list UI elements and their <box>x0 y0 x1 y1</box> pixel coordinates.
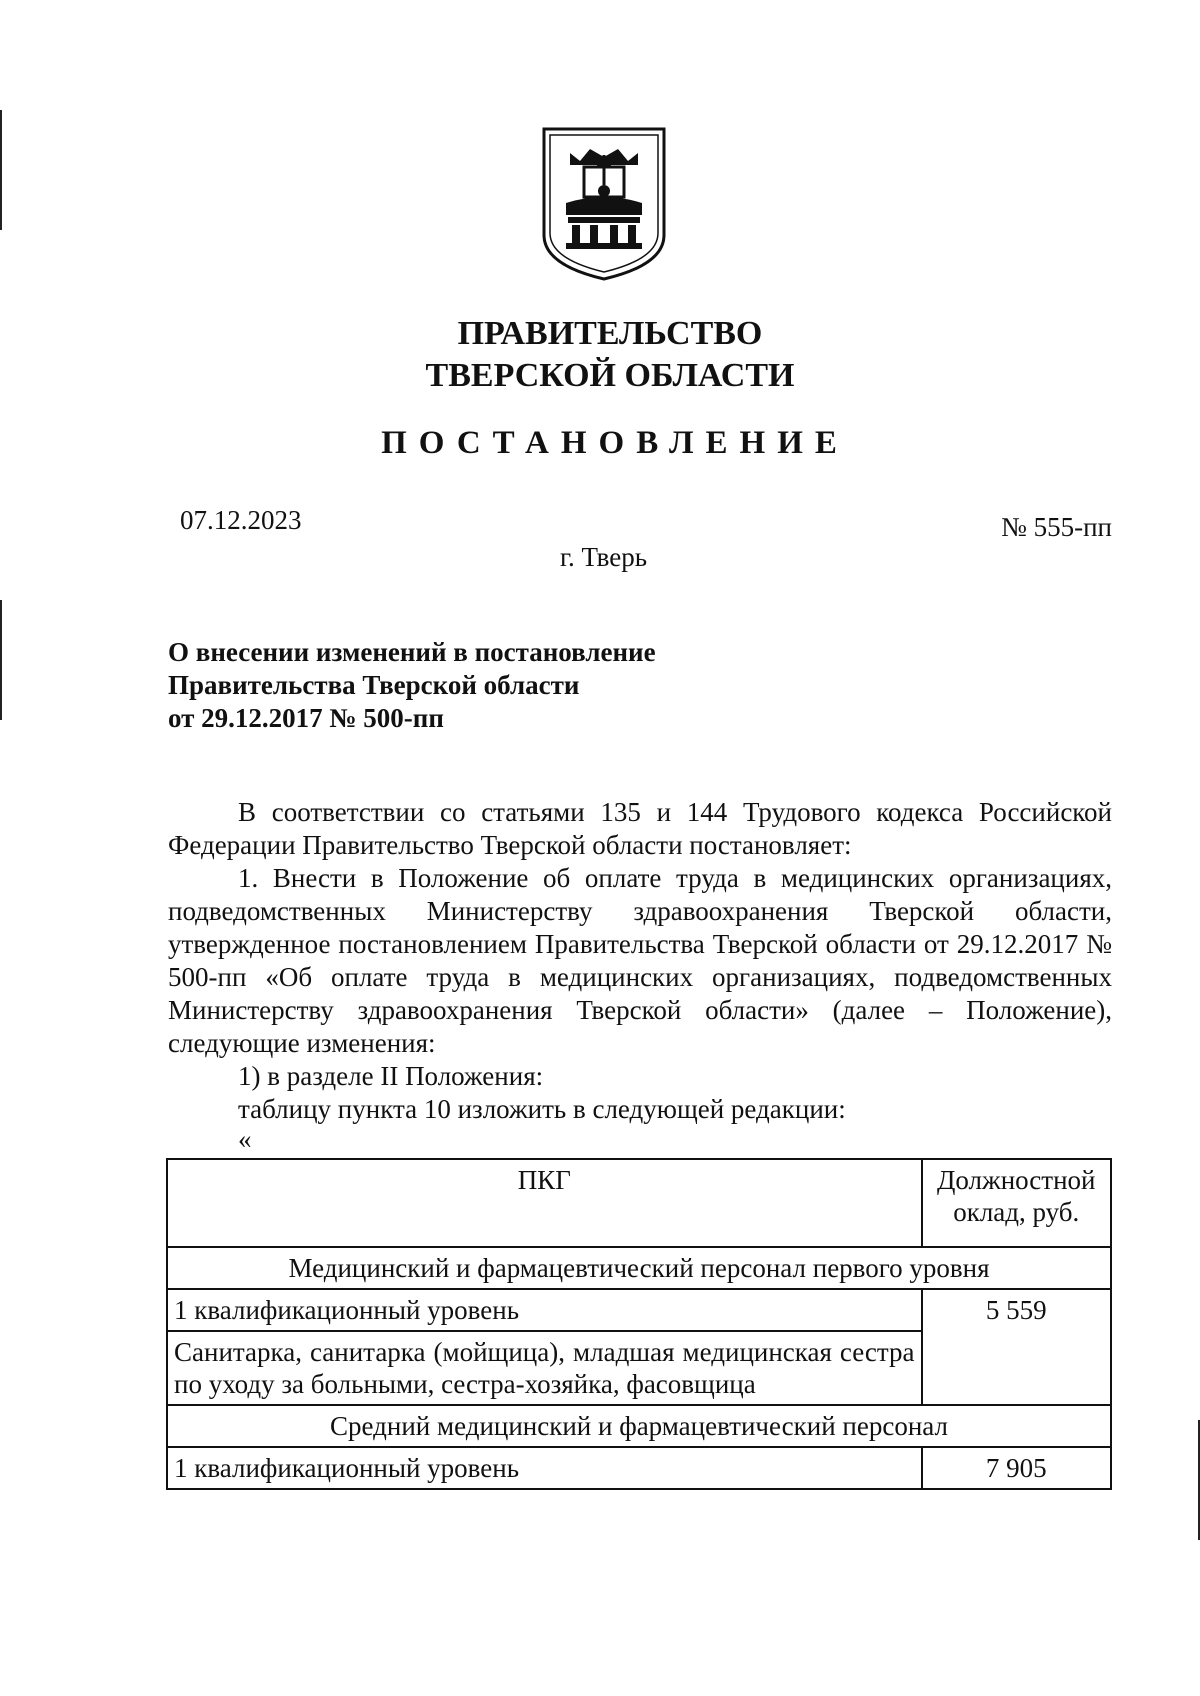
positions-list: Санитарка, санитарка (мойщица), младшая медицинская сестра по уходу за больными, сестра-хозяйка, фасовщица <box>167 1331 922 1405</box>
table-group-row <box>167 1405 1111 1447</box>
table-row <box>167 1447 1111 1489</box>
qualification-level: 1 квалификационный уровень <box>167 1447 922 1489</box>
scan-margin-mark <box>0 110 2 230</box>
header-salary: Должностной оклад, руб. <box>922 1159 1112 1247</box>
salary-value: 7 905 <box>922 1447 1112 1489</box>
document-city: г. Тверь <box>560 542 648 572</box>
qualification-level: 1 квалификационный уровень <box>167 1289 922 1331</box>
document-body <box>168 796 1112 1126</box>
header-pkg: ПКГ <box>167 1159 922 1247</box>
document-subject <box>168 636 656 735</box>
salary-value: 5 559 <box>922 1289 1112 1405</box>
opening-quote-mark: « <box>238 1124 252 1154</box>
group-title: Медицинский и фармацевтический персонал первого уровня <box>167 1247 1111 1289</box>
document-date: 07.12.2023 <box>180 505 302 535</box>
table-header-row <box>167 1159 1111 1247</box>
body-paragraph: таблицу пункта 10 изложить в следующей редакции: <box>238 1094 846 1124</box>
government-name-line1: ПРАВИТЕЛЬСТВО <box>457 315 763 352</box>
table-group-row <box>167 1247 1111 1289</box>
group-title: Средний медицинский и фармацевтический персонал <box>167 1405 1111 1447</box>
document-type-title: ПОСТАНОВЛЕНИЕ <box>381 425 849 461</box>
subject-line: О внесении изменений в постановление <box>168 637 656 667</box>
body-paragraph: 1. Внести в Положение об оплате труда в медицинских организациях, подведомственных Министерству здравоохранения Тверской области, утвержденное постановлением Правительства Тверской области от 29.12.2017 № 500-пп «Об оплате труда в медицинских организациях, подведомственных Министерству здравоохранения Тверской области» (далее – Положение), следующие изменения: <box>168 863 1112 1058</box>
scan-margin-mark <box>0 600 2 720</box>
body-paragraph: 1) в разделе II Положения: <box>238 1061 544 1091</box>
document-number: № 555-пп <box>1001 512 1112 542</box>
subject-line: Правительства Тверской области <box>168 670 580 700</box>
subject-line: от 29.12.2017 № 500-пп <box>168 703 444 733</box>
coat-of-arms-emblem <box>540 125 668 283</box>
salary-table <box>166 1158 1112 1490</box>
government-name-line2: ТВЕРСКОЙ ОБЛАСТИ <box>425 357 795 394</box>
body-paragraph: В соответствии со статьями 135 и 144 Трудового кодекса Российской Федерации Правительство Тверской области постановляет: <box>168 797 1112 860</box>
table-row <box>167 1289 1111 1331</box>
